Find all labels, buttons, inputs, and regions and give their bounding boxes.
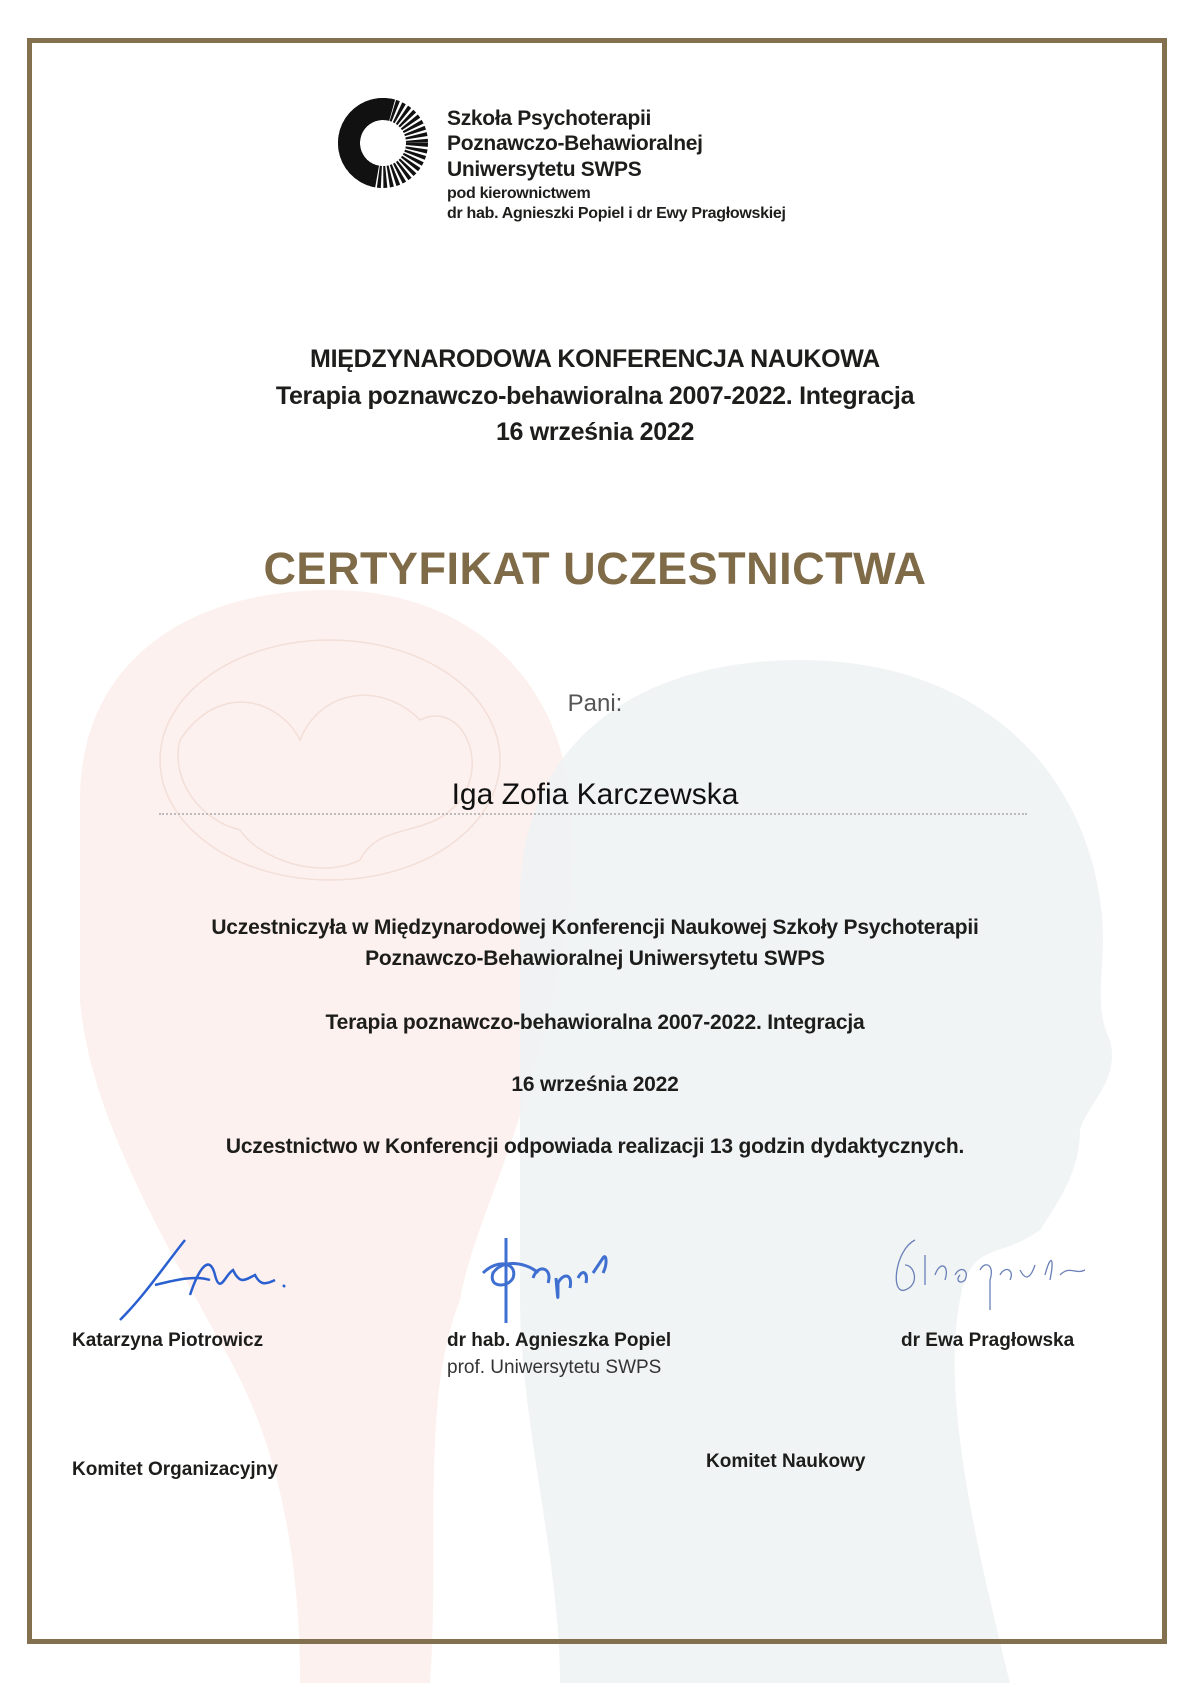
logo-line-3: Uniwersytetu SWPS bbox=[447, 158, 642, 181]
scientific-committee-label: Komitet Naukowy bbox=[706, 1451, 866, 1472]
logo-line-2: Poznawczo-Behawioralnej bbox=[447, 132, 703, 155]
signatory-title-popiel: prof. Uniwersytetu SWPS bbox=[447, 1357, 662, 1378]
school-logo-icon bbox=[337, 97, 429, 189]
certificate-title: CERTYFIKAT UCZESTNICTWA bbox=[263, 543, 927, 594]
salutation: Pani: bbox=[567, 690, 623, 717]
signatory-name-praglowska: dr Ewa Pragłowska bbox=[901, 1330, 1075, 1351]
certificate-frame bbox=[27, 38, 1167, 1644]
conference-subtitle: Terapia poznawczo-behawioralna 2007-2022. Integracja bbox=[275, 382, 915, 410]
body-line-1: Uczestniczyła w Międzynarodowej Konferencji Naukowej Szkoły Psychoterapii bbox=[211, 916, 979, 939]
signatory-name-popiel: dr hab. Agnieszka Popiel bbox=[447, 1330, 672, 1351]
signature-popiel bbox=[478, 1233, 628, 1328]
signature-praglowska bbox=[890, 1235, 1100, 1315]
conference-heading: MIĘDZYNARODOWA KONFERENCJA NAUKOWA bbox=[310, 345, 880, 373]
organizing-committee-label: Komitet Organizacyjny bbox=[72, 1459, 278, 1480]
logo-line-1: Szkoła Psychoterapii bbox=[447, 107, 652, 130]
body-line-2: Poznawczo-Behawioralnej Uniwersytetu SWPS bbox=[365, 947, 825, 970]
signature-piotrowicz bbox=[115, 1235, 305, 1325]
logo-sub-line-1: pod kierownictwem bbox=[447, 185, 591, 202]
body-conference: Terapia poznawczo-behawioralna 2007-2022. Integracja bbox=[325, 1011, 865, 1034]
body-date: 16 września 2022 bbox=[511, 1073, 679, 1096]
body-hours: Uczestnictwo w Konferencji odpowiada realizacji 13 godzin dydaktycznych. bbox=[225, 1135, 965, 1158]
participant-name: Iga Zofia Karczewska bbox=[451, 778, 739, 811]
signatory-name-piotrowicz: Katarzyna Piotrowicz bbox=[72, 1330, 264, 1351]
name-dotted-line bbox=[159, 813, 1027, 815]
conference-date: 16 września 2022 bbox=[495, 418, 695, 446]
logo-sub-line-2: dr hab. Agnieszki Popiel i dr Ewy Pragłowskiej bbox=[447, 205, 786, 222]
